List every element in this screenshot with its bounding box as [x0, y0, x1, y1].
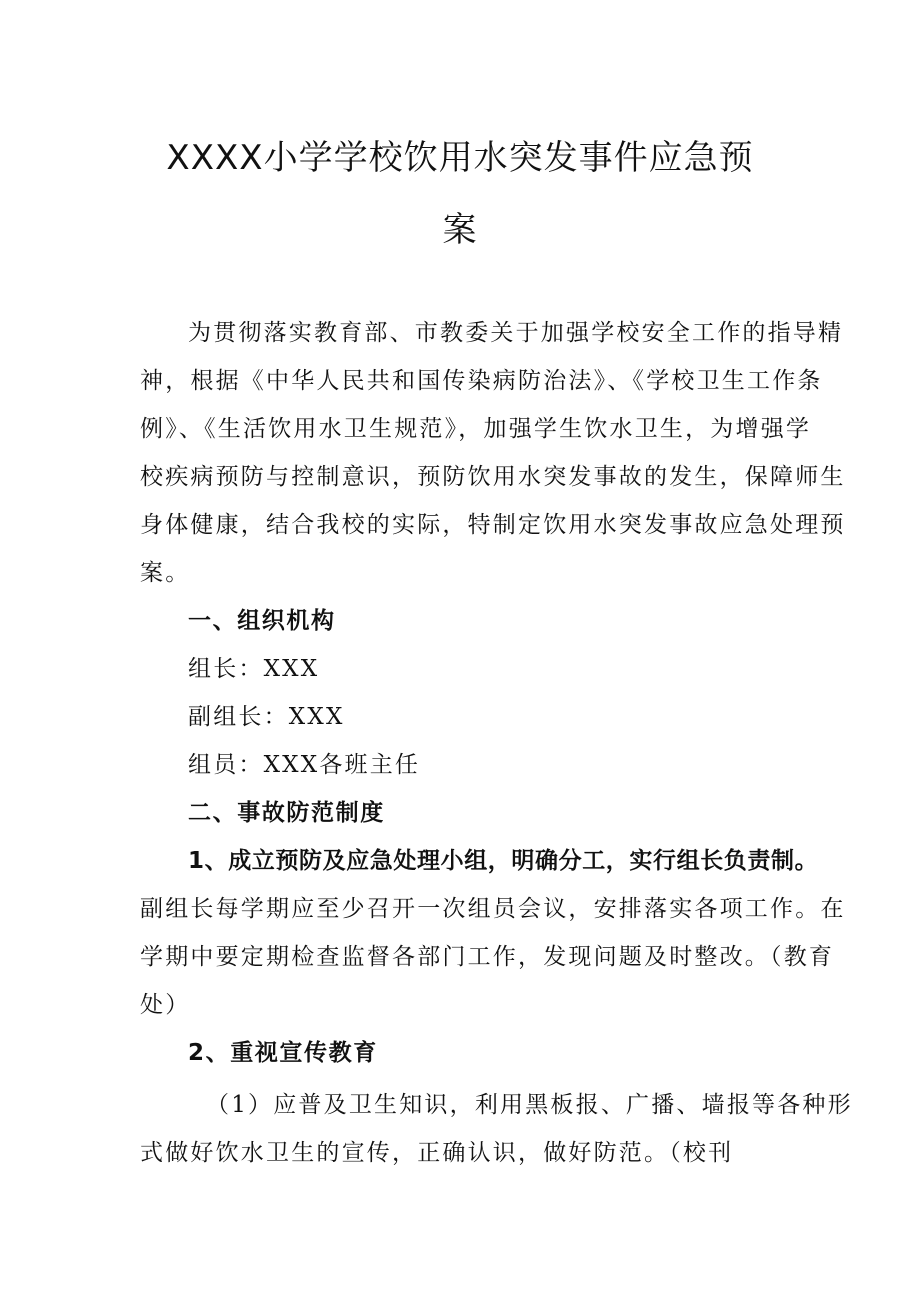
members-line: 组员：XXX各班主任: [188, 752, 421, 778]
item-1-heading: 1、成立预防及应急处理小组，明确分工，实行组长负责制。: [188, 848, 819, 874]
item-2-sub-1-line: 式做好饮水卫生的宣传，正确认识，做好防范。（校刊: [140, 1140, 734, 1166]
item-1-body-line: 处）: [140, 992, 191, 1018]
intro-paragraph-line: 案。: [140, 560, 191, 586]
deputy-leader-line: 副组长：XXX: [188, 704, 345, 730]
document-title-line-2: 案: [442, 210, 478, 250]
intro-paragraph-line: 为贯彻落实教育部、市教委关于加强学校安全工作的指导精: [188, 320, 844, 346]
intro-paragraph-line: 身体健康，结合我校的实际，特制定饮用水突发事故应急处理预: [140, 512, 846, 538]
section-heading-prevention: 二、事故防范制度: [188, 800, 385, 826]
item-2-sub-1-line: （1）应普及卫生知识，利用黑板报、广播、墙报等各种形: [206, 1092, 853, 1118]
item-2-heading: 2、重视宣传教育: [188, 1040, 378, 1066]
document-title-line-1: XXXX小学学校饮用水突发事件应急预: [166, 138, 754, 178]
item-1-body-line: 副组长每学期应至少召开一次组员会议，安排落实各项工作。在: [140, 896, 846, 922]
section-heading-organization: 一、组织机构: [188, 608, 336, 634]
intro-paragraph-line: 校疾病预防与控制意识，预防饮用水突发事故的发生，保障师生: [140, 464, 846, 490]
intro-paragraph-line: 例》、《生活饮用水卫生规范》，加强学生饮水卫生，为增强学: [140, 416, 812, 442]
intro-paragraph-line: 神，根据《中华人民共和国传染病防治法》、《学校卫生工作条: [140, 368, 823, 394]
leader-line: 组长：XXX: [188, 656, 320, 682]
item-1-body-line: 学期中要定期检查监督各部门工作，发现问题及时整改。（教育: [140, 944, 835, 970]
